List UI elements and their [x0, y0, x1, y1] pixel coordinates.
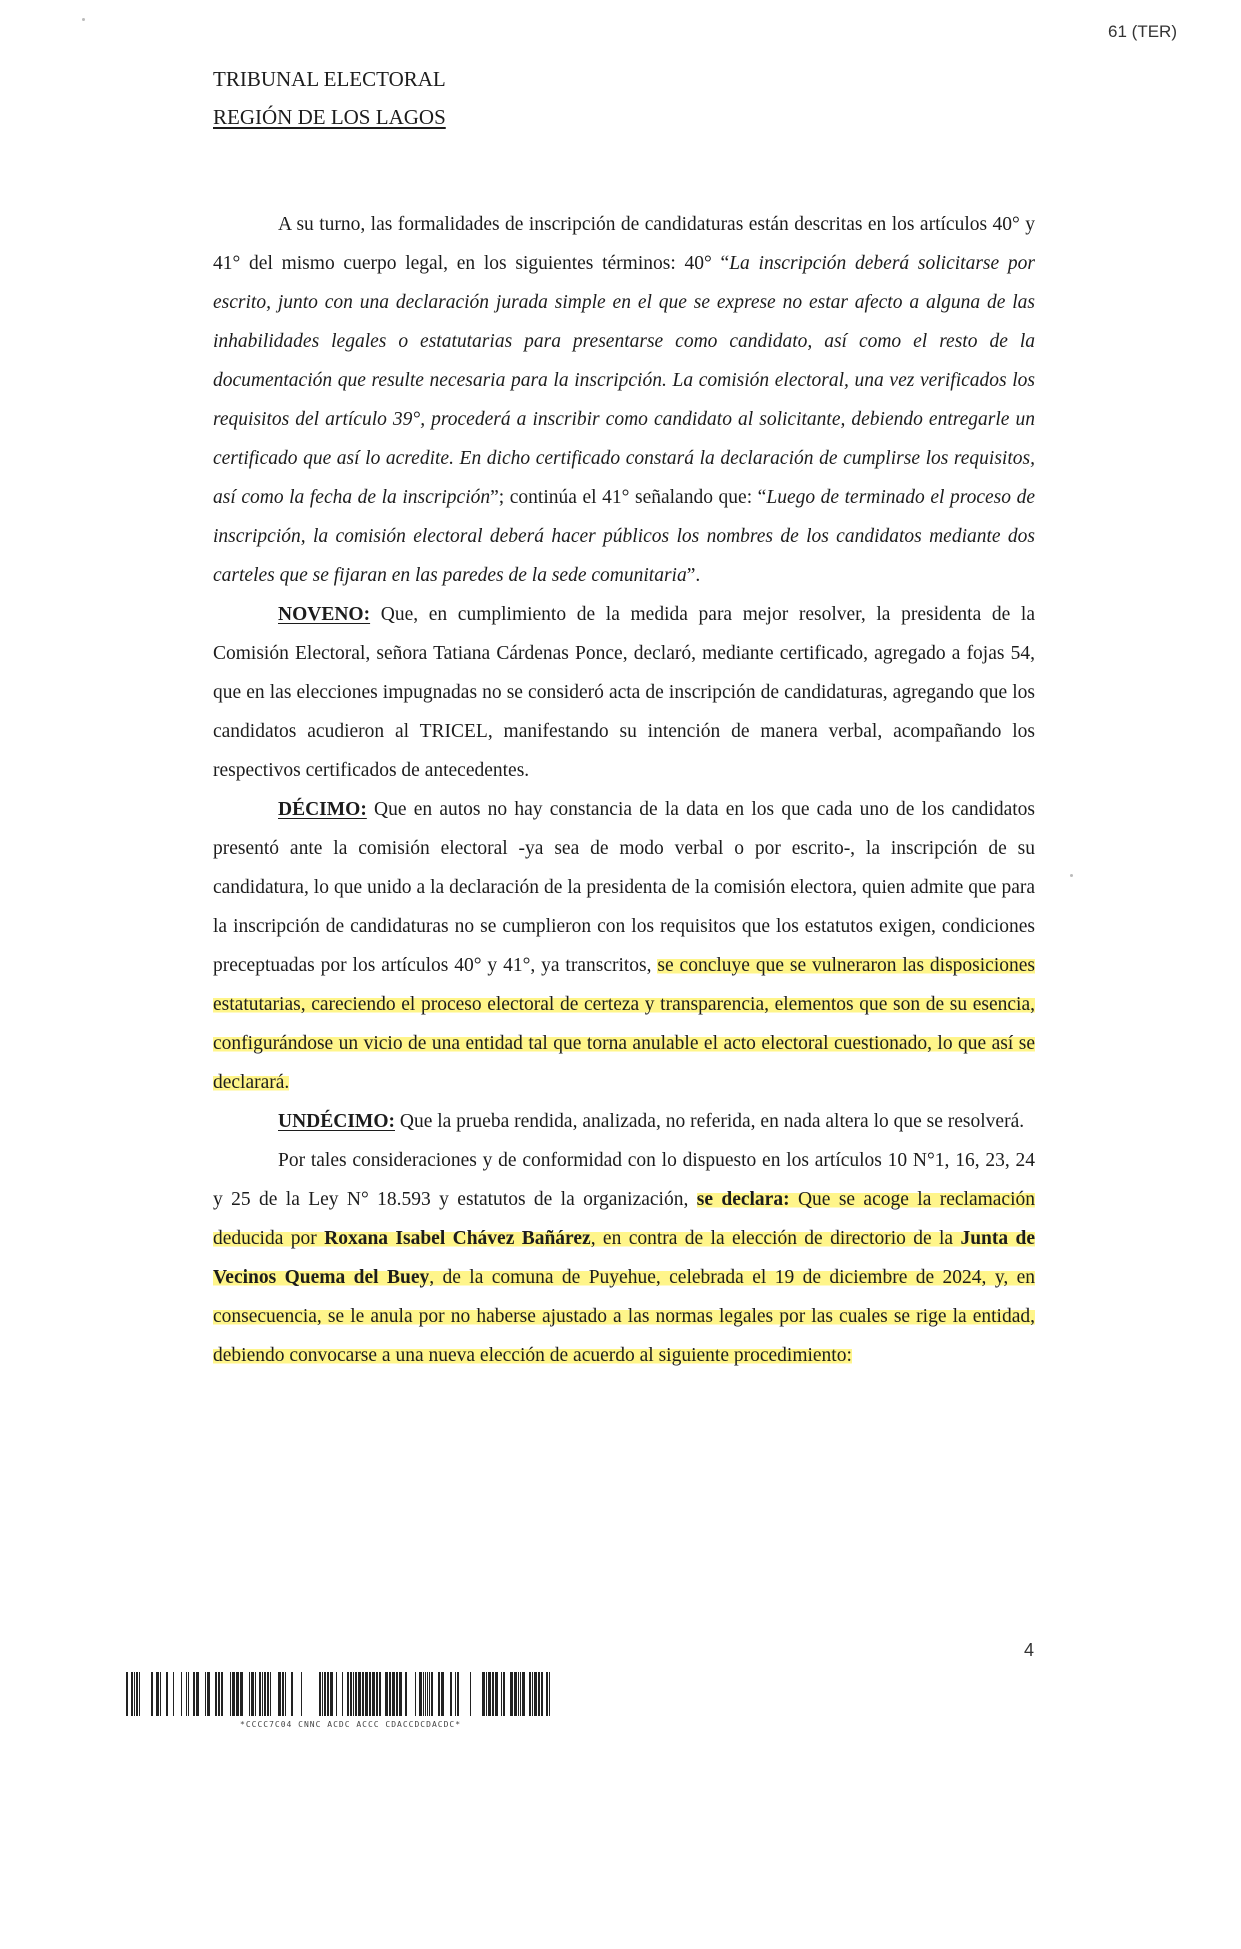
barcode-bar	[353, 1672, 354, 1716]
barcode-bar	[255, 1672, 256, 1716]
barcode	[126, 1672, 550, 1716]
barcode-bar	[534, 1672, 537, 1716]
paragraph-text: Por tales consideraciones y de conformidad con lo dispuesto en los artículos 10 N°1, 16, 23, 24 y 25 de la Ley N° 18.593 y estatutos de la organización,	[213, 1150, 1035, 1210]
barcode-bar	[221, 1672, 223, 1716]
barcode-bar	[441, 1672, 444, 1716]
barcode-bar	[330, 1672, 333, 1716]
barcode-bar	[270, 1672, 271, 1716]
quote-article-40: La inscripción deberá solicitarse por escrito, junto con una declaración jurada simple en el que se exprese no estar afecto a alguna de las inhabilidades legales o estatutarias para presentarse como candidato, así como el resto de la documentación que resulte necesaria para la inscripción. La comisión electoral, una vez verificados los requisitos del artículo 39°, procederá a inscribir como candidato al solicitante, debiendo entregarle un certificado que así lo acredite. En dicho certificado constará la declaración de cumplirse los requisitos, así como la fecha de la inscripción	[213, 253, 1035, 508]
barcode-bar	[427, 1672, 428, 1716]
barcode-bar	[423, 1672, 424, 1716]
barcode-bar	[520, 1672, 521, 1716]
header-region: REGIÓN DE LOS LAGOS	[213, 105, 446, 129]
barcode-bar	[450, 1672, 452, 1716]
barcode-bar	[510, 1672, 513, 1716]
barcode-bar	[181, 1672, 182, 1716]
document-header	[213, 60, 446, 136]
barcode-bar	[522, 1672, 525, 1716]
heading-undecimo: UNDÉCIMO:	[278, 1111, 395, 1132]
barcode-bar	[205, 1672, 206, 1716]
barcode-bar	[376, 1672, 378, 1716]
barcode-bar	[230, 1672, 231, 1716]
barcode-bar	[350, 1672, 352, 1716]
quote-article-41: Luego de terminado el proceso de inscripción, la comisión electoral deberá hacer públicos los nombres de los candidatos mediante dos carteles que se fijaran en las paredes de la sede comunitaria	[213, 487, 1036, 586]
barcode-bar	[405, 1672, 407, 1716]
barcode-bar	[131, 1672, 133, 1716]
barcode-bar	[355, 1672, 357, 1716]
barcode-bar	[218, 1672, 220, 1716]
barcode-bar	[285, 1672, 286, 1716]
barcode-bar	[549, 1672, 550, 1716]
barcode-bar	[193, 1672, 195, 1716]
barcode-bar	[429, 1672, 430, 1716]
barcode-bar	[369, 1672, 371, 1716]
barcode-bar	[156, 1672, 159, 1716]
heading-noveno: NOVENO:	[278, 604, 371, 625]
bold-organization-name: Junta de Vecinos Quema del Buey	[213, 1228, 1035, 1288]
barcode-bar	[126, 1672, 128, 1716]
folio-number: 61 (TER)	[1108, 22, 1177, 41]
barcode-bar	[486, 1672, 487, 1716]
document-body	[213, 205, 1035, 1375]
highlighted-text: , en contra de la elección de directorio de la	[590, 1228, 961, 1249]
barcode-bar	[488, 1672, 491, 1716]
barcode-bar	[425, 1672, 426, 1716]
barcode-bar	[532, 1672, 533, 1716]
barcode-bar	[342, 1672, 343, 1716]
barcode-bar	[399, 1672, 402, 1716]
barcode-bar	[301, 1672, 302, 1716]
barcode-bar	[327, 1672, 329, 1716]
barcode-bar	[389, 1672, 391, 1716]
barcode-bar	[358, 1672, 361, 1716]
barcode-bar	[249, 1672, 250, 1716]
barcode-bar	[324, 1672, 326, 1716]
barcode-bar	[419, 1672, 422, 1716]
barcode-bar	[457, 1672, 459, 1716]
barcode-bar	[188, 1672, 189, 1716]
barcode-bar	[232, 1672, 235, 1716]
highlighted-text: Que se acoge la reclamación deducida por	[213, 1189, 1035, 1249]
barcode-bar	[139, 1672, 140, 1716]
barcode-bar	[514, 1672, 517, 1716]
barcode-bar	[196, 1672, 199, 1716]
barcode-bar	[538, 1672, 540, 1716]
barcode-bar	[541, 1672, 543, 1716]
barcode-bar	[240, 1672, 243, 1716]
barcode-bar	[264, 1672, 266, 1716]
paragraph-text: ”.	[686, 565, 701, 586]
bold-se-declara: se declara:	[696, 1189, 790, 1210]
barcode-bar	[151, 1672, 153, 1716]
barcode-bar	[470, 1672, 471, 1716]
paragraph-decimo	[213, 790, 1035, 1102]
barcode-bar	[438, 1672, 440, 1716]
barcode-bar	[322, 1672, 323, 1716]
barcode-bar	[518, 1672, 519, 1716]
barcode-bar	[501, 1672, 502, 1716]
barcode-bar	[529, 1672, 531, 1716]
paragraph-articulos	[213, 205, 1035, 595]
paragraph-text: ”; continúa el 41° señalando que: “	[490, 487, 767, 508]
paragraph-text: A su turno, las formalidades de inscripción de candidaturas están descritas en los artículos 40° y 41° del mismo cuerpo legal, en los siguientes términos: 40° “	[213, 214, 1035, 274]
barcode-bar	[278, 1672, 281, 1716]
barcode-bar	[385, 1672, 388, 1716]
barcode-bar	[282, 1672, 284, 1716]
barcode-bar	[492, 1672, 494, 1716]
barcode-bar	[503, 1672, 505, 1716]
highlighted-conclusion: se concluye que se vulneraron las disposiciones estatutarias, careciendo el proceso electoral de certeza y transparencia, elementos que son de su esencia, configurándose un vicio de una entidad tal que torna anulable el acto electoral cuestionado, lo que así se declarará.	[213, 955, 1035, 1093]
barcode-bar	[267, 1672, 269, 1716]
header-tribunal: TRIBUNAL ELECTORAL	[213, 67, 446, 91]
barcode-bar	[262, 1672, 263, 1716]
barcode-bar	[215, 1672, 217, 1716]
barcode-bar	[396, 1672, 398, 1716]
barcode-bar	[173, 1672, 174, 1716]
barcode-bar	[319, 1672, 321, 1716]
paragraph-text: Que en autos no hay constancia de la data en los que cada uno de los candidatos presentó ante la comisión electoral -ya sea de modo verbal o por escrito-, la inscripción de su candidatura, lo que unido a la declaración de la presidenta de la comisión electora, quien admite que para la inscripción de candidaturas no se cumplieron con los requisitos que los estatutos exigen, condiciones preceptuadas por los artículos 40° y 41°, ya transcritos,	[213, 799, 1035, 976]
barcode-bar	[392, 1672, 395, 1716]
barcode-bar	[251, 1672, 254, 1716]
barcode-bar	[207, 1672, 210, 1716]
barcode-bar	[291, 1672, 293, 1716]
barcode-bar	[365, 1672, 368, 1716]
barcode-bar	[379, 1672, 381, 1716]
scan-speck	[1070, 874, 1073, 877]
page-number: 4	[1024, 1640, 1035, 1660]
barcode-bar	[347, 1672, 349, 1716]
barcode-bar	[362, 1672, 364, 1716]
heading-decimo: DÉCIMO:	[278, 799, 367, 820]
barcode-bar	[546, 1672, 548, 1716]
barcode-bar	[415, 1672, 416, 1716]
barcode-bar	[136, 1672, 138, 1716]
barcode-bar	[186, 1672, 187, 1716]
barcode-bar	[372, 1672, 375, 1716]
scan-speck	[82, 18, 85, 21]
barcode-bar	[495, 1672, 498, 1716]
barcode-bar	[455, 1672, 456, 1716]
highlighted-text: , de la comuna de Puyehue, celebrada el 19 de diciembre de 2024, y, en consecuencia, se le anula por no haberse ajustado a las normas legales por las cuales se rige la entidad, debiendo convocarse a una nueva elección de acuerdo al siguiente procedimiento:	[213, 1267, 1035, 1366]
barcode-bar	[259, 1672, 261, 1716]
paragraph-noveno	[213, 595, 1035, 790]
barcode-bar	[482, 1672, 485, 1716]
barcode-bar	[336, 1672, 337, 1716]
paragraph-text: Que la prueba rendida, analizada, no referida, en nada altera lo que se resolverá.	[395, 1111, 1025, 1132]
bold-claimant-name: Roxana Isabel Chávez Bañárez	[324, 1228, 591, 1249]
paragraph-text: Que, en cumplimiento de la medida para mejor resolver, la presidenta de la Comisión Electoral, señora Tatiana Cárdenas Ponce, declaró, mediante certificado, agregado a fojas 54, que en las elecciones impugnadas no se consideró acta de inscripción de candidaturas, agregando que los candidatos acudieron al TRICEL, manifestando su intención de manera verbal, acompañando los respectivos certificados de antecedentes.	[213, 604, 1035, 781]
barcode-bar	[236, 1672, 239, 1716]
barcode-bar	[431, 1672, 433, 1716]
paragraph-resolucion	[213, 1141, 1035, 1375]
barcode-bar	[166, 1672, 168, 1716]
paragraph-undecimo	[213, 1102, 1035, 1141]
barcode-label: *CCCC7C04 CNNC ACDC ACCC CDACCDCDACDC*	[240, 1720, 462, 1729]
barcode-bar	[134, 1672, 135, 1716]
barcode-bar	[160, 1672, 161, 1716]
